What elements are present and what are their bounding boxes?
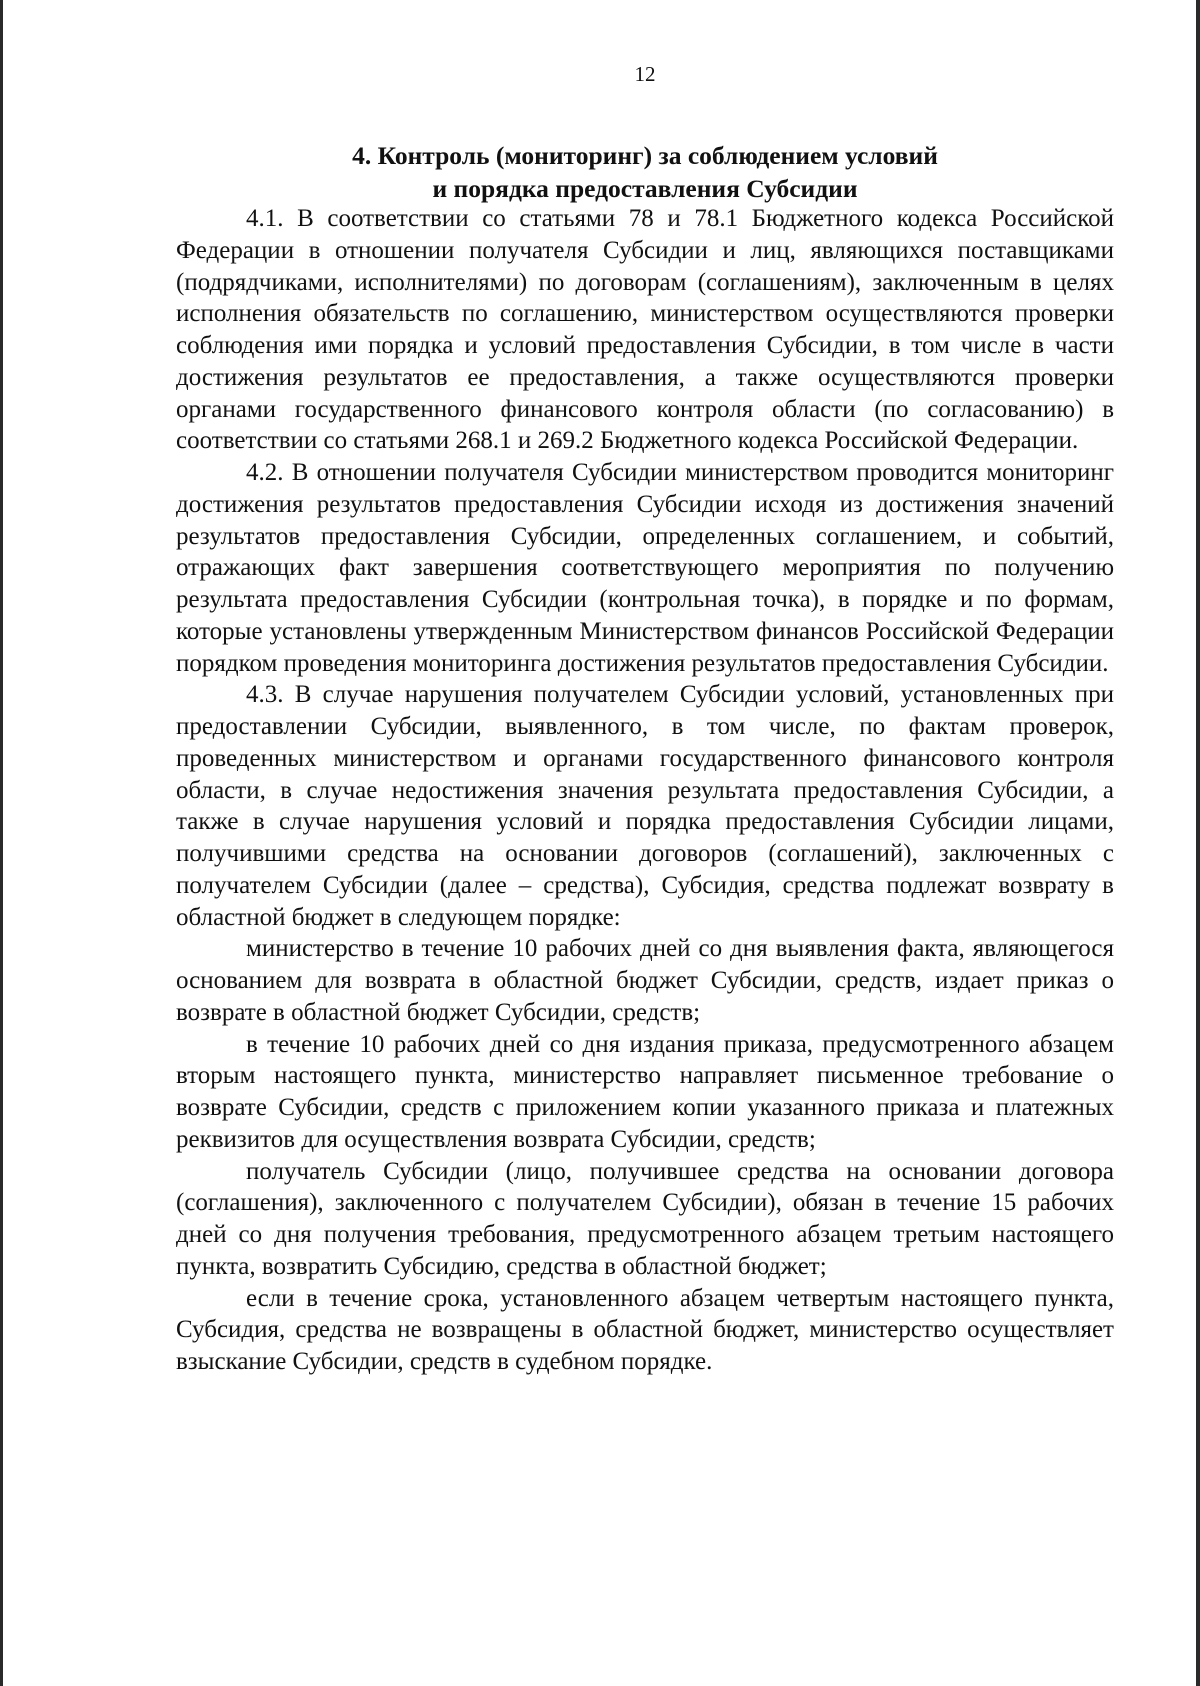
paragraph-4-3-ministry-order: министерство в течение 10 рабочих дней со дня выявления факта, являющегося основанием для возврата в областной бюджет Субсидии, средств, издает приказ о возврате в областной бюджет Субсидии, средств; <box>176 935 1114 1026</box>
section-title <box>176 139 1114 205</box>
scan-edge-right <box>1196 0 1200 1686</box>
body-text <box>176 203 1114 1378</box>
paragraph-4-3: 4.3. В случае нарушения получателем Субсидии условий, установленных при предоставлении Субсидии, выявленного, в том числе, по фактам проверок, проведенных министерством и органами государственного финансового контроля области, в случае недостижения значения результата предоставления Субсидии, а также в случае нарушения условий и порядка предоставления Субсидии лицами, получившими средства на основании договоров (соглашений), заключенных с получателем Субсидии (далее – средства), Субсидия, средства подлежат возврату в областной бюджет в следующем порядке: <box>176 681 1114 931</box>
page-number: 12 <box>634 62 656 86</box>
section-title-line-1: 4. Контроль (мониторинг) за соблюдением условий <box>352 141 938 170</box>
section-title-line-2: и порядка предоставления Субсидии <box>432 174 858 203</box>
paragraph-4-2: 4.2. В отношении получателя Субсидии министерством проводится мониторинг достижения результатов предоставления Субсидии исходя из достижения значений результатов предоставления Субсидии, определенных соглашением, и событий, отражающих факт завершения соответствующего мероприятия по получению результата предоставления Субсидии (контрольная точка), в порядке и по формам, которые установлены утвержденным Министерством финансов Российской Федерации порядком проведения мониторинга достижения результатов предоставления Субсидии. <box>176 459 1114 677</box>
scan-edge-left <box>0 0 3 1686</box>
paragraph-4-3-written-demand: в течение 10 рабочих дней со дня издания приказа, предусмотренного абзацем вторым настоящего пункта, министерство направляет письменное требование о возврате Субсидии, средств с приложением копии указанного приказа и платежных реквизитов для осуществления возврата Субсидии, средств; <box>176 1030 1114 1153</box>
paragraph-4-1: 4.1. В соответствии со статьями 78 и 78.1 Бюджетного кодекса Российской Федерации в отношении получателя Субсидии и лиц, являющихся поставщиками (подрядчиками, исполнителями) по договорам (соглашениям), заключенным в целях исполнения обязательств по соглашению, министерством осуществляются проверки соблюдения ими порядка и условий предоставления Субсидии, в том числе в части достижения результатов ее предоставления, а также осуществляются проверки органами государственного финансового контроля области (по согласованию) в соответствии со статьями 268.1 и 269.2 Бюджетного кодекса Российской Федерации. <box>176 205 1114 455</box>
paragraph-4-3-judicial-recovery: если в течение срока, установленного абзацем четвертым настоящего пункта, Субсидия, средства не возвращены в областной бюджет, министерство осуществляет взыскание Субсидии, средств в судебном порядке. <box>176 1284 1114 1375</box>
paragraph-4-3-recipient-obligation: получатель Субсидии (лицо, получившее средства на основании договора (соглашения), заключенного с получателем Субсидии), обязан в течение 15 рабочих дней со дня получения требования, предусмотренного абзацем третьим настоящего пункта, возвратить Субсидию, средства в областной бюджет; <box>176 1157 1114 1280</box>
